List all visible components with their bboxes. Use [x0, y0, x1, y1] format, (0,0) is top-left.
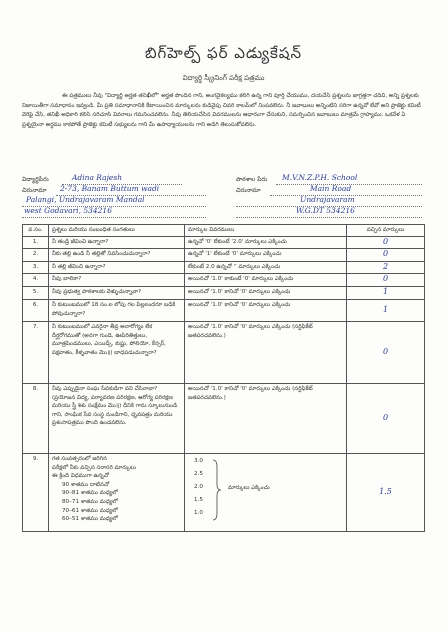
header-marks-details: మార్కుల వివరములు — [185, 225, 347, 237]
row-question-line: 70–61 శాతము మధ్యలో — [62, 507, 118, 514]
row-marks-rule: అయినచో '1.0' కానిచో '0' మార్కులు ఎక్కించు (సర్టిఫికేట్ జతపరచవలెను.) — [185, 321, 347, 383]
row-marks-cell[interactable] — [347, 383, 425, 453]
row-marks-rule: అయినచో '1.0' కానిచో '0' మార్కులు ఎక్కించు — [185, 299, 347, 321]
row-marks-value[interactable]: 0 — [382, 236, 389, 246]
school-name-label: పాఠశాల పేరు — [236, 176, 268, 183]
row-number: 2. — [23, 249, 49, 262]
student-address-line-3 — [22, 217, 206, 218]
row-marks-cell[interactable] — [347, 453, 425, 531]
row-marks-cell[interactable] — [347, 236, 425, 249]
row-marks-value[interactable]: 1.5 — [379, 486, 392, 496]
student-address-value-1[interactable]: 2-73, Banam Buttum wadi — [60, 184, 160, 193]
scale-value: 2.0 — [194, 483, 203, 490]
student-address-label: చిరునామా — [22, 187, 47, 194]
student-name-label: విద్యార్థిపేరు — [22, 176, 49, 183]
row-question-line: 90 శాతము దాటినచో — [62, 481, 110, 488]
screening-table — [22, 224, 425, 532]
row-marks-rule: అయినచో '1.0' కానిచో '0' మార్కులు ఎక్కించు — [185, 286, 347, 299]
scale-value: 3.0 — [194, 457, 203, 464]
row-question: నీవు ప్రభుత్వ పాఠశాలకు వెళ్ళుచున్నావా? — [49, 286, 185, 299]
scale-value: 1.0 — [194, 509, 203, 516]
student-address-value-3[interactable]: west Godavari, 534216 — [24, 206, 112, 215]
row-question: నీ కుటుంబములో ఎవరైనా తీవ్ర అనారోగ్యం లేక దీర్ఘరోగముతో (అనగా గుండె, ఊపిరితిత్తులు, మూత్రపిండములు, ఎయిడ్స్, కుష్టు, పోలియో, కేన్సర్, పక్షవాతం, కీళ్ళవాతం మొ॥) బాధపడుచున్నారా? — [49, 321, 185, 383]
row-marks-scale — [185, 453, 347, 531]
row-question: నీ తల్లి జీవించి ఉన్నారా? — [49, 261, 185, 274]
row-marks-rule: అయినచో '1.0' కాకుంటే '0' మార్కులు ఎక్కించు — [185, 274, 347, 287]
row-marks-cell[interactable] — [347, 274, 425, 287]
row-question-line: గత సంవత్సరంలో జరిగిన — [52, 455, 107, 462]
row-question-line: పరీక్షలో నీకు వచ్చిన సరాసరి మార్కులు — [52, 464, 136, 471]
school-address-label: చిరునామా — [236, 187, 261, 194]
table-row — [23, 383, 425, 453]
table-row — [23, 299, 425, 321]
row-question-line: 80–71 శాతము మధ్యలో — [62, 498, 118, 505]
scale-value: 1.5 — [194, 496, 203, 503]
row-number: 9. — [23, 453, 49, 531]
table-row — [23, 453, 425, 531]
row-question: నీవు ఎప్పుడైనా సంఘ సేవకుడిగా పని చేసినావా? (ప్రయోజన విద్య, పర్యావరణ పరిరక్షణ, ఆరోగ్య పరిరక్షణ మరియు స్త్రీ శిశు సంక్షేమం మొ॥) దీనికి గాను స్కూలునుండి గాని, సాంఘిక సేవ సంస్థ నుండిగాని, ధృవపత్రం మరియు ప్రశంసాపత్రము పొంది ఉండవలెను. — [49, 383, 185, 453]
table-header-row — [23, 225, 425, 237]
student-address-value-2[interactable]: Palangi, Undrajavaram Mandal — [26, 195, 145, 204]
row-marks-value[interactable]: 1 — [382, 287, 389, 297]
row-marks-cell[interactable] — [347, 299, 425, 321]
row-question-list — [49, 453, 185, 531]
row-marks-value[interactable]: 0 — [382, 274, 389, 284]
row-marks-rule: ఉన్నచో '1' లేకుంటే '0' మార్కులు ఎక్కించు — [185, 249, 347, 262]
row-marks-rule: ఉన్నచో '0' లేకుంటే '2.0' మార్కులు ఎక్కించు — [185, 236, 347, 249]
table-row — [23, 261, 425, 274]
row-marks-value[interactable]: 2 — [382, 261, 389, 271]
instructions-paragraph: ఈ పత్రములు నీవు "విద్యార్థి అర్హత తనిఖీలో" అర్హత పొందిన గాని, అంగవైకల్యము కలిగి ఉన్న గాని పూర్తి చేయుము, దయచేసి ప్రశ్నలను జాగ్రత్తగా చదివి, అన్ని ప్రశ్నలకు నిజాయితీగా సమాధానం ఇవ్వండి. మీ ప్రతి సమాధానానికి కేటాయించిన మార్కులను కుడివైపు చివరి కాలమ్‌లో నింపవలెను. నీ జవాబులు అన్నింటిని సరిగా ఉన్నవో లేవో అని ప్రాజెక్టు కమిటీ వెరిఫై చేసి, తనిఖీ అధికారి కలిసి సరిచూసి వివరాలు గమనించవలెను. నీవు తెలియచేసిన వివరములను ఆధారంగా చేసుకుని, సమర్పించిన జవాబులు మాత్రమే గ్రాహ్యము. ఒకవేళ ఏ ప్రశ్నయైనా అర్థము కాకపోతే ప్రాజెక్టు కమిటీ సభ్యులను గాని మీ ఉపాధ్యాయులను గాని అడిగి తెలుసుకోవలెను. — [22, 93, 421, 128]
table-row — [23, 236, 425, 249]
table-row — [23, 274, 425, 287]
school-address-value-1[interactable]: Main Road — [310, 184, 352, 193]
form-subtitle: విద్యార్థి స్క్రీనింగ్ పరీక్ష పత్రము — [182, 74, 265, 82]
school-address-value-3[interactable]: W.G.DT 534216 — [296, 206, 355, 215]
row-marks-cell[interactable] — [347, 286, 425, 299]
row-number: 4. — [23, 274, 49, 287]
school-address-value-2[interactable]: Undrajavaram — [300, 195, 355, 204]
header-question: ప్రశ్నలు మరియు సంబంధిత సంగతులు — [49, 225, 185, 237]
right-brace-icon — [212, 459, 222, 521]
row-marks-cell[interactable] — [347, 249, 425, 262]
student-name-value[interactable]: Adina Rajesh — [72, 173, 123, 182]
row-number: 1. — [23, 236, 49, 249]
row-number: 5. — [23, 286, 49, 299]
row-marks-cell[interactable] — [347, 261, 425, 274]
school-name-value[interactable]: M.V.N.Z.P.H. School — [282, 173, 358, 182]
row-question-line: 90–81 శాతము మధ్యలో — [62, 490, 118, 497]
scale-value: 2.5 — [194, 470, 203, 477]
row-question: నీవు బాలికా? — [49, 274, 185, 287]
row-marks-value[interactable]: 0 — [382, 412, 389, 422]
school-address-line-3 — [236, 217, 422, 218]
header-serial: వ.సం. — [23, 225, 49, 237]
row-question: నీ తండ్రి జీవించి ఉన్నారా? — [49, 236, 185, 249]
row-question: నీ కుటుంబములో 18 సం.ల లోపు గల పిల్లలందరూ బడికి పోవుచున్నారా? — [49, 299, 185, 321]
row-number: 6. — [23, 299, 49, 321]
row-marks-value[interactable]: 0 — [382, 249, 389, 259]
row-question-line: 60–51 శాతము మధ్యలో — [62, 516, 118, 523]
row-marks-rule: అయినచో '1.0' కానిచో '0' మార్కులు ఎక్కించు (సర్టిఫికేట్ జతపరచవలెను.) — [185, 383, 347, 453]
row-marks-value[interactable]: 0 — [382, 346, 389, 356]
table-row — [23, 249, 425, 262]
row-marks-rule: లేకుంటే 2.0 ఉన్నచో '' మార్కులు ఎక్కించు — [185, 261, 347, 274]
scale-label: మార్కులు ఎక్కించు — [228, 484, 270, 491]
row-question: నీకు తల్లి ఉండి నీ తల్లితో నివసించుచున్నారా? — [49, 249, 185, 262]
row-marks-cell[interactable] — [347, 321, 425, 383]
row-number: 3. — [23, 261, 49, 274]
table-row — [23, 321, 425, 383]
row-number: 8. — [23, 383, 49, 453]
row-question-line: ఈ క్రింది విధముగా ఉన్నచో — [52, 473, 109, 480]
table-row — [23, 286, 425, 299]
form-title: బిగ్‌హెల్ప్ ఫర్ ఎడ్యుకేషన్ — [144, 44, 303, 62]
header-marks-obtained: వచ్చిన మార్కులు — [347, 225, 425, 237]
marks-scale — [188, 455, 343, 525]
row-marks-value[interactable]: 1 — [382, 304, 389, 314]
row-number: 7. — [23, 321, 49, 383]
